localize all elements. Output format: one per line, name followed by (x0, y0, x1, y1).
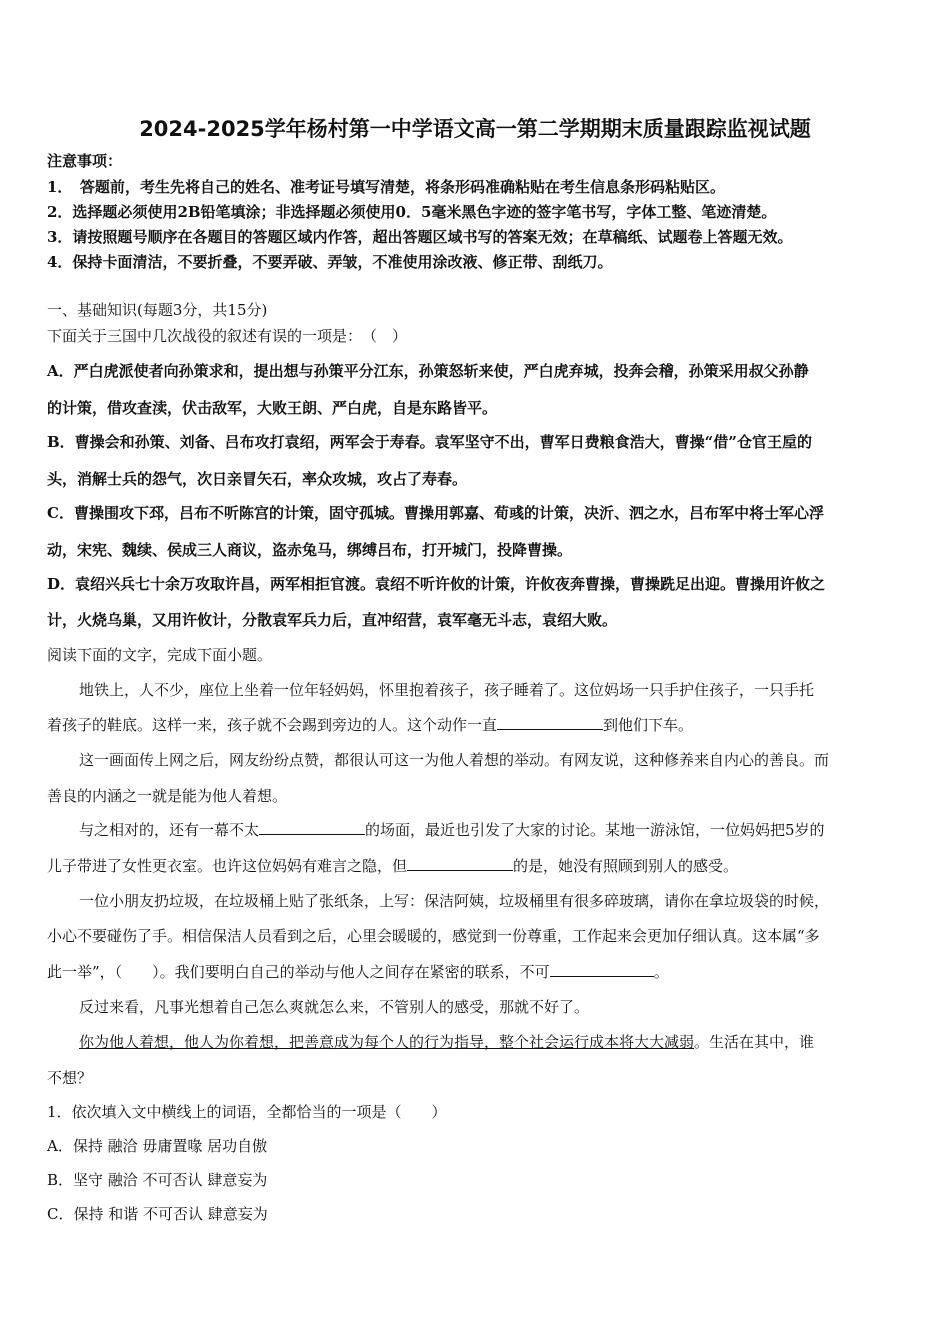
fill-blank-3 (407, 856, 513, 871)
passage-line: 着孩子的鞋底。这样一来，孩子就不会踢到旁边的人。这个动作一直 到他们下车。 (47, 716, 694, 734)
passage-line: 反过来看，凡事光想着自己怎么爽就怎么来，不管别人的感受，那就不好了。 (79, 998, 590, 1016)
option-a-line2: 的计策，借攻查渎，伏击敌军，大败王朗、严白虎，自是东路皆平。 (47, 399, 498, 417)
underlined-sentence: 你为他人着想，他人为你着想，把善意成为每个人的行为指导，整个社会运行成本将大大减弱 (79, 1033, 695, 1051)
question-1-stem: 1．依次填入文中横线上的词语，全都恰当的一项是（ ） (47, 1103, 447, 1121)
passage-line: 一位小朋友扔垃圾，在垃圾桶上贴了张纸条，上写：保洁阿姨，垃圾桶里有很多碎玻璃，请你在拿垃圾袋的时候， (79, 892, 830, 910)
question-1-option: A．保持 融洽 毋庸置喙 居功自傲 (47, 1137, 268, 1155)
notice-item: 4．保持卡面清洁，不要折叠，不要弄破、弄皱，不准使用涂改液、修正带、刮纸刀。 (47, 253, 613, 271)
option-d-line1: D．袁绍兴兵七十余万攻取许昌，两军相拒官渡。袁绍不听许攸的计策，许攸夜奔曹操，曹操跣足出迎。曹操用许攸之 (47, 575, 826, 593)
option-c-line2: 动，宋宪、魏续、侯成三人商议，盗赤兔马，绑缚吕布，打开城门，投降曹操。 (47, 541, 573, 559)
option-b-line1: B．曹操会和孙策、刘备、吕布攻打袁绍，两军会于寿春。袁军坚守不出，曹军日费粮食浩大，曹操“借”仓官王垕的 (47, 433, 812, 451)
passage-line: 地铁上，人不少，座位上坐着一位年轻妈妈，怀里抱着孩子，孩子睡着了。这位妈场一只手护住孩子，一只手托 (79, 681, 815, 699)
notice-item: 2．选择题必须使用2B铅笔填涂；非选择题必须使用0．5毫米黑色字迹的签字笔书写，字体工整、笔迹清楚。 (47, 203, 777, 221)
option-b-line2: 头，消解士兵的怨气，次日亲冒矢石，率众攻城，攻占了寿春。 (47, 470, 468, 488)
question-1-option: B．坚守 融洽 不可否认 肆意妄为 (47, 1171, 268, 1189)
notice-heading: 注意事项： (47, 152, 123, 170)
notice-item: 1． 答题前，考生先将自己的姓名、准考证号填写清楚，将条形码准确粘贴在考生信息条形码粘贴区。 (47, 178, 725, 196)
option-c-line1: C．曹操围攻下邳，吕布不听陈宫的计策，固守孤城。曹操用郭嘉、荀彧的计策，决沂、泗之水，吕布军中将士军心浮 (47, 504, 824, 522)
passage-line: 你为他人着想，他人为你着想，把善意成为每个人的行为指导，整个社会运行成本将大大减弱。生活在其中，谁 (79, 1033, 815, 1051)
fill-blank-4 (550, 962, 654, 977)
passage-line: 儿子带进了女性更衣室。也许这位妈妈有难言之隐，但 的是，她没有照顾到别人的感受。 (47, 857, 739, 875)
page-title: 2024-2025学年杨村第一中学语文高一第二学期期末质量跟踪监视试题 (139, 117, 811, 141)
notice-item: 3．请按照题号顺序在各题目的答题区域内作答，超出答题区域书写的答案无效；在草稿纸、试题卷上答题无效。 (47, 228, 793, 246)
option-a-line1: A．严白虎派使者向孙策求和，提出想与孙策平分江东，孙策怒斩来使，严白虎弃城，投奔会稽，孙策采用叔父孙静 (47, 362, 809, 380)
passage-line: 不想？ (47, 1069, 93, 1087)
reading-intro: 阅读下面的文字，完成下面小题。 (47, 646, 273, 664)
section-heading: 一、基础知识(每题3分，共15分) (47, 301, 268, 319)
fill-blank-1 (497, 715, 603, 730)
question-1-option: C．保持 和谐 不可否认 肆意妄为 (47, 1205, 268, 1223)
option-d-line2: 计，火烧乌巢，又用许攸计，分散袁军兵力后，直冲绍营，袁军毫无斗志，袁绍大败。 (47, 611, 618, 629)
passage-line: 善良的内涵之一就是能为他人着想。 (47, 787, 288, 805)
question-stem: 下面关于三国中几次战役的叙述有误的一项是： （ ） (47, 327, 408, 345)
passage-line: 与之相对的，还有一幕不太 的场面，最近也引发了大家的讨论。某地一游泳馆，一位妈妈把5岁的 (79, 821, 825, 839)
passage-line: 这一画面传上网之后，网友纷纷点赞，都很认可这一为他人着想的举动。有网友说，这种修养来自内心的善良。而 (79, 751, 830, 769)
fill-blank-2 (259, 820, 365, 835)
passage-line: 此一举”，（ ）。我们要明白自己的举动与他人之间存在紧密的联系，不可 。 (47, 963, 669, 981)
passage-line: 小心不要碰伤了手。相信保洁人员看到之后，心里会暖暖的，感觉到一份尊重，工作起来会更加仔细认真。这本属“多 (47, 927, 820, 945)
